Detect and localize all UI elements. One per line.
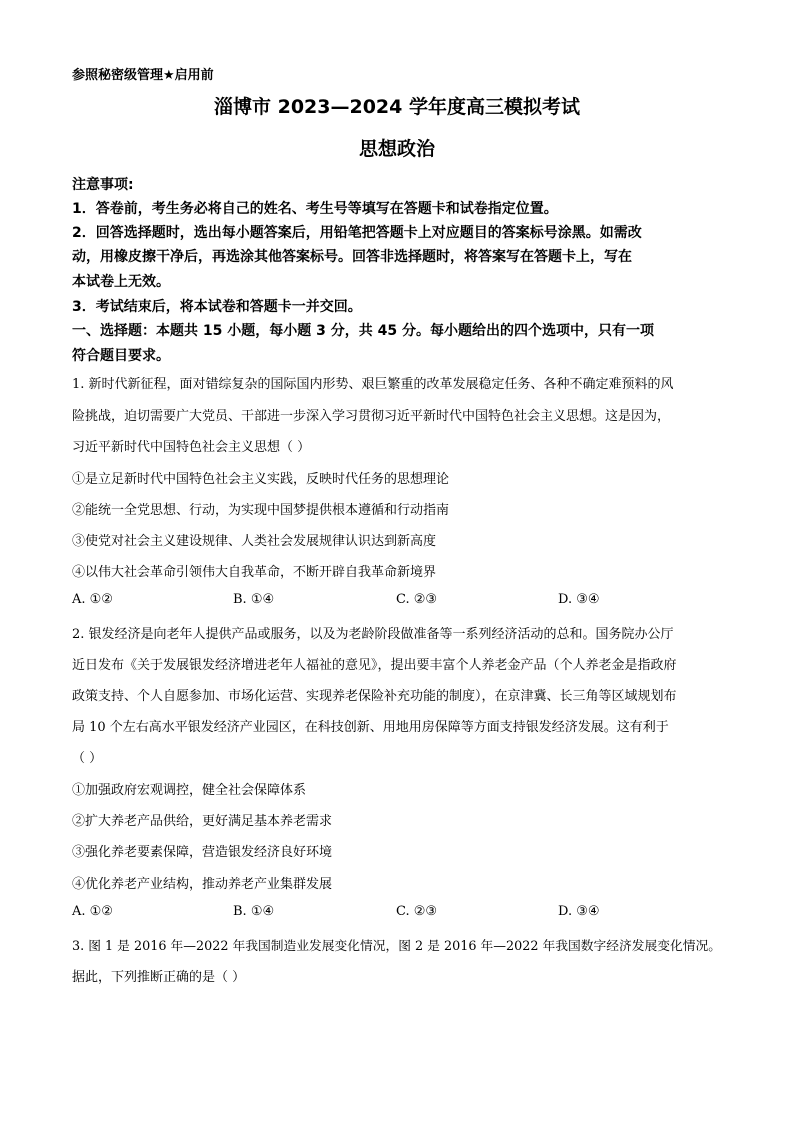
question-1-option-c: C. ②③ xyxy=(396,592,438,607)
question-1-option-d: D. ③④ xyxy=(558,592,600,607)
instruction-line: 3．考试结束后，将本试卷和答题卡一并交回。 xyxy=(72,299,362,315)
subject-title: 思想政治 xyxy=(358,138,435,160)
question-2-option-c: C. ②③ xyxy=(396,904,438,919)
question-1-statement: ④以伟大社会革命引领伟大自我革命，不断开辟自我革命新境界 xyxy=(72,565,437,580)
confidentiality-label: 参照秘密级管理★启用前 xyxy=(72,68,214,83)
question-1-statement: ①是立足新时代中国特色社会主义实践，反映时代任务的思想理论 xyxy=(72,472,450,487)
question-2-statement: ②扩大养老产品供给，更好满足基本养老需求 xyxy=(72,814,333,829)
question-1-stem: 1. 新时代新征程，面对错综复杂的国际国内形势、艰巨繁重的改革发展稳定任务、各种不确定难预料的风 xyxy=(72,377,674,392)
question-2-stem: 政策支持、个人自愿参加、市场化运营、实现养老保险补充功能的制度），在京津冀、长三角等区域规划布 xyxy=(72,689,677,704)
question-1-option-b: B. ①④ xyxy=(233,592,275,607)
question-2-stem: 近日发布《关于发展银发经济增进老年人福祉的意见》，提出要丰富个人养老金产品（个人养老金是指政府 xyxy=(72,658,677,673)
question-2-statement: ④优化养老产业结构，推动养老产业集群发展 xyxy=(72,877,333,892)
question-1-stem: 险挑战，迫切需要广大党员、干部进一步深入学习贯彻习近平新时代中国特色社会主义思想。这是因为， xyxy=(72,409,671,424)
question-1-option-a: A. ①② xyxy=(72,592,113,607)
instruction-line: 1．答卷前，考生务必将自己的姓名、考生号等填写在答题卡和试卷指定位置。 xyxy=(72,201,558,217)
question-2-stem: 局 10 个左右高水平银发经济产业园区，在科技创新、用地用房保障等方面支持银发经济发展。这有利于 xyxy=(72,720,669,735)
question-2-statement: ③强化养老要素保障，营造银发经济良好环境 xyxy=(72,845,333,860)
instruction-line: 2．回答选择题时，选出每小题答案后，用铅笔把答题卡上对应题目的答案标号涂黑。如需改 xyxy=(72,225,642,241)
instruction-line: 本试卷上无效。 xyxy=(72,274,170,290)
question-2-statement: ①加强政府宏观调控，健全社会保障体系 xyxy=(72,783,307,798)
question-2-option-b: B. ①④ xyxy=(233,904,275,919)
question-2-option-d: D. ③④ xyxy=(558,904,600,919)
question-2-stem: 2. 银发经济是向老年人提供产品或服务，以及为老龄阶段做准备等一系列经济活动的总和。国务院办公厅 xyxy=(72,627,674,642)
instruction-line: 动，用橡皮擦干净后，再选涂其他答案标号。回答非选择题时，将答案写在答题卡上，写在 xyxy=(72,249,632,265)
question-2-option-a: A. ①② xyxy=(72,904,113,919)
question-1-statement: ②能统一全党思想、行动，为实现中国梦提供根本遵循和行动指南 xyxy=(72,503,450,518)
question-1-stem: 习近平新时代中国特色社会主义思想（ ） xyxy=(72,440,311,455)
question-3-stem: 据此，下列推断正确的是（ ） xyxy=(72,970,246,985)
question-2-stem: （ ） xyxy=(72,751,103,766)
question-1-statement: ③使党对社会主义建设规律、人类社会发展规律认识达到新高度 xyxy=(72,534,437,549)
section-heading: 符合题目要求。 xyxy=(72,348,170,364)
exam-title: 淄博市 2023—2024 学年度高三模拟考试 xyxy=(214,96,580,118)
instructions-heading: 注意事项: xyxy=(72,177,134,193)
section-heading: 一、选择题：本题共 15 小题，每小题 3 分，共 45 分。每小题给出的四个选项中，只有一项 xyxy=(72,323,654,339)
question-3-stem: 3. 图 1 是 2016 年—2022 年我国制造业发展变化情况，图 2 是 2016 年—2022 年我国数字经济发展变化情况。 xyxy=(72,939,722,954)
